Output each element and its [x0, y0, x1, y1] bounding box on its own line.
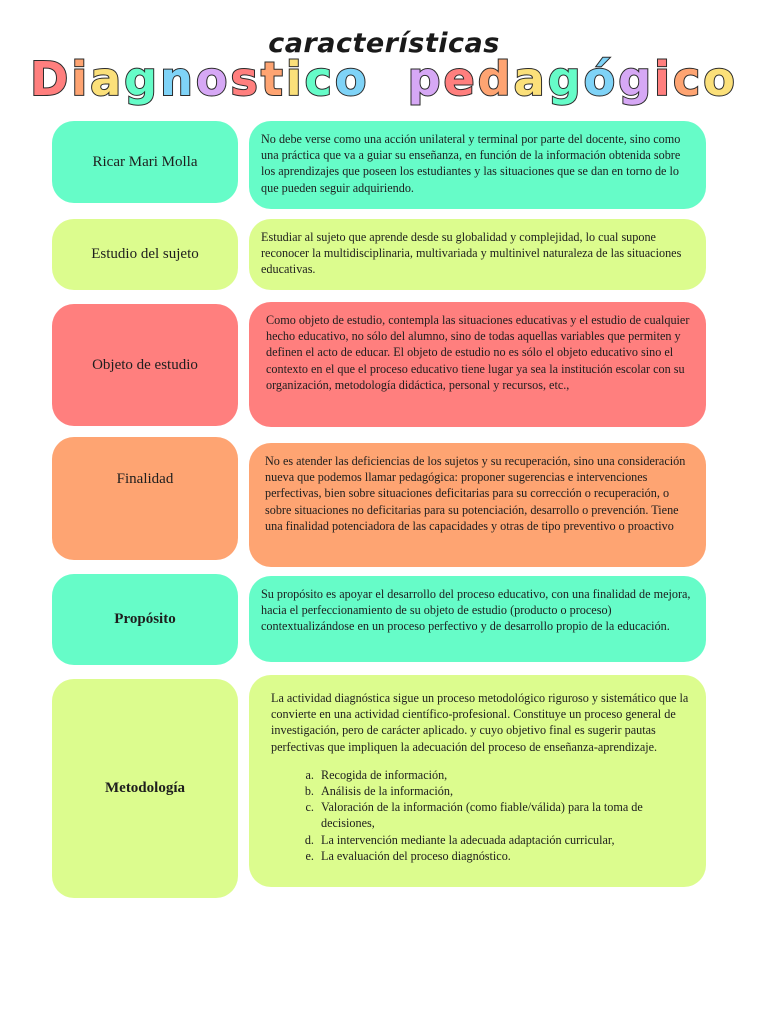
list-item: c. Valoración de la información (como fiable/válida) para la toma de decisiones, — [317, 799, 692, 831]
list-item: d. La intervención mediante la adecuada adaptación curricular, — [317, 832, 692, 848]
row-text: La actividad diagnóstica sigue un proceso metodológico riguroso y sistemático que la convierte en una actividad científico-profesional. Constituye un proceso general de investigación, pero de carácter aplicado. y cuyo objetivo final es sugerir pautas perfectivas que impliquen la adecuación del proceso de enseñanza-aprendizaje. — [271, 691, 689, 754]
title-letter: g — [124, 52, 161, 106]
title-letter: o — [703, 52, 738, 106]
row-text: Su propósito es apoyar el desarrollo del proceso educativo, con una finalidad de mejora, hacia el perfeccionamiento de su objeto de estudio (producto o proceso) contextualizándose en un proceso perfectivo y de desarrollo propio de la educación. — [261, 587, 691, 634]
title-word-1 — [30, 52, 369, 106]
row-text: Estudiar al sujeto que aprende desde su globalidad y complejidad, lo cual supone reconocer la multidisciplinaria, multivariada y multinivel naturaleza de las situaciones educativas. — [261, 230, 682, 277]
title-letter: d — [477, 52, 514, 106]
row-label: Propósito — [52, 574, 238, 665]
row-text: No es atender las deficiencias de los sujetos y su recuperación, sino una consideración nueva que podemos llamar pedagógica: proponer sugerencias e intervenciones perfectivas, bien sobre situaciones deficitarias para su corrección o recuperación, o sobre situaciones no deficitarias para su potenciación, desarrollo o prevención. Tiene una finalidad potenciadora de las capacidades y otras de tipo preventivo o proactivo — [265, 454, 686, 533]
header — [0, 0, 768, 115]
row-label: Estudio del sujeto — [52, 219, 238, 290]
title-letter: ó — [583, 52, 619, 106]
title-letter: a — [90, 52, 125, 106]
row-label: Objeto de estudio — [52, 304, 238, 426]
page-title — [0, 52, 768, 106]
title-letter: o — [195, 52, 231, 106]
row-content — [249, 576, 706, 662]
row-label: Finalidad — [52, 437, 238, 560]
title-letter: n — [160, 52, 196, 106]
row-content — [249, 121, 706, 209]
title-letter: i — [285, 52, 305, 106]
title-letter: c — [672, 52, 704, 106]
title-letter: g — [547, 52, 584, 106]
list-item: a. Recogida de información, — [317, 767, 692, 783]
row-content — [249, 302, 706, 427]
title-letter: e — [443, 52, 478, 106]
title-letter: p — [407, 52, 444, 106]
row-content — [249, 443, 706, 567]
title-letter: o — [334, 52, 370, 106]
title-letter: g — [618, 52, 655, 106]
title-letter: s — [230, 52, 261, 106]
row-content — [249, 219, 706, 290]
row-label: Metodología — [52, 679, 238, 898]
title-letter: i — [654, 52, 673, 106]
title-letter: i — [71, 52, 91, 106]
title-letter: c — [304, 52, 335, 106]
list-item: e. La evaluación del proceso diagnóstico. — [317, 848, 692, 864]
method-steps-list — [271, 767, 692, 864]
row-text: Como objeto de estudio, contempla las situaciones educativas y el estudio de cualquier hecho educativo, no sólo del alumno, sino de todas aquellas variables que permiten y definen el acto de educar. El objeto de estudio no es sólo el objeto educativo sino el contexto en el que el proceso educativo tiene lugar ya sea la institución escolar con su organización, metodología didáctica, personal y recursos, etc., — [266, 313, 690, 392]
subtitle: características — [268, 28, 500, 59]
title-letter: D — [30, 52, 72, 106]
title-letter: a — [513, 52, 548, 106]
title-letter: t — [260, 52, 286, 106]
title-word-2 — [408, 52, 738, 106]
row-label: Ricar Mari Molla — [52, 121, 238, 203]
row-content — [249, 675, 706, 887]
list-item: b. Análisis de la información, — [317, 783, 692, 799]
row-text: No debe verse como una acción unilateral y terminal por parte del docente, sino como una práctica que va a guiar su enseñanza, en función de la información obtenida sobre los aprendizajes que poseen los estudiantes y las situaciones que se dan en torno de lo que pueden seguir adquiriendo. — [261, 132, 681, 195]
